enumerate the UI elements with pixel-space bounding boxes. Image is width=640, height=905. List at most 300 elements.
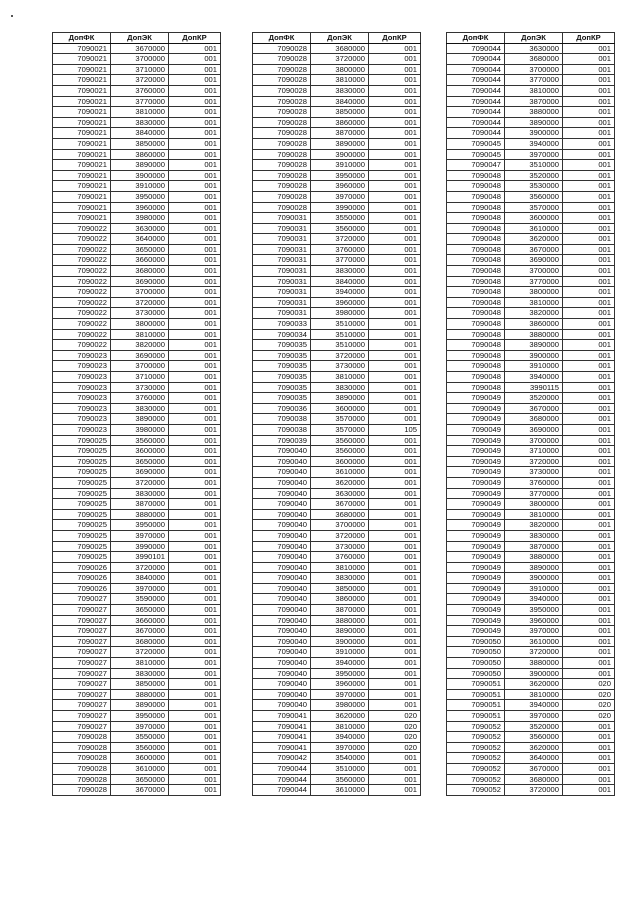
table-row — [253, 149, 421, 160]
cell-dopfk: 7090028 — [253, 128, 311, 139]
cell-dopek: 3830000 — [311, 266, 369, 277]
cell-dopkr: 001 — [169, 64, 221, 75]
cell-dopfk: 7090040 — [253, 488, 311, 499]
cell-dopek: 3700000 — [505, 435, 563, 446]
cell-dopfk: 7090039 — [253, 435, 311, 446]
cell-dopek: 3940000 — [505, 594, 563, 605]
table-row — [253, 636, 421, 647]
cell-dopkr: 001 — [169, 679, 221, 690]
table-row — [253, 181, 421, 192]
cell-dopkr: 001 — [169, 266, 221, 277]
cell-dopek: 3810000 — [311, 372, 369, 383]
table-row — [447, 85, 615, 96]
table-row — [447, 753, 615, 764]
cell-dopkr: 001 — [369, 382, 421, 393]
table-row — [253, 774, 421, 785]
cell-dopfk: 7090021 — [53, 43, 111, 54]
cell-dopek: 3720000 — [311, 54, 369, 65]
cell-dopek: 3900000 — [505, 573, 563, 584]
table-row — [253, 340, 421, 351]
cell-dopfk: 7090026 — [53, 562, 111, 573]
cell-dopkr: 001 — [563, 552, 615, 563]
table-row — [253, 435, 421, 446]
cell-dopfk: 7090049 — [447, 414, 505, 425]
table-row — [53, 763, 221, 774]
cell-dopek: 3670000 — [505, 403, 563, 414]
cell-dopek: 3520000 — [505, 170, 563, 181]
table-row — [253, 477, 421, 488]
cell-dopek: 3810000 — [311, 75, 369, 86]
table-row — [253, 223, 421, 234]
cell-dopfk: 7090025 — [53, 456, 111, 467]
cell-dopkr: 001 — [563, 340, 615, 351]
cell-dopek: 3890000 — [311, 138, 369, 149]
cell-dopkr: 001 — [369, 85, 421, 96]
table-row — [53, 181, 221, 192]
cell-dopek: 3840000 — [311, 276, 369, 287]
cell-dopek: 3910000 — [311, 647, 369, 658]
cell-dopfk: 7090023 — [53, 403, 111, 414]
cell-dopek: 3950000 — [505, 605, 563, 616]
cell-dopek: 3760000 — [311, 552, 369, 563]
cell-dopfk: 7090049 — [447, 456, 505, 467]
cell-dopek: 3970000 — [505, 149, 563, 160]
cell-dopek: 3570000 — [311, 424, 369, 435]
cell-dopkr: 001 — [369, 181, 421, 192]
table-row — [53, 308, 221, 319]
cell-dopfk: 7090028 — [253, 160, 311, 171]
table-row — [253, 530, 421, 541]
cell-dopek: 3970000 — [311, 742, 369, 753]
cell-dopek: 3980000 — [311, 700, 369, 711]
table-row — [53, 785, 221, 796]
cell-dopfk: 7090044 — [447, 43, 505, 54]
table-row — [253, 424, 421, 435]
cell-dopek: 3990115 — [505, 382, 563, 393]
cell-dopfk: 7090049 — [447, 403, 505, 414]
cell-dopkr: 001 — [369, 636, 421, 647]
cell-dopkr: 001 — [563, 499, 615, 510]
cell-dopkr: 001 — [563, 149, 615, 160]
cell-dopek: 3800000 — [111, 319, 169, 330]
cell-dopkr: 001 — [369, 562, 421, 573]
cell-dopfk: 7090026 — [53, 573, 111, 584]
cell-dopfk: 7090022 — [53, 329, 111, 340]
cell-dopek: 3770000 — [505, 75, 563, 86]
cell-dopkr: 001 — [563, 520, 615, 531]
cell-dopkr: 001 — [369, 160, 421, 171]
cell-dopfk: 7090028 — [253, 181, 311, 192]
table-row — [53, 509, 221, 520]
cell-dopfk: 7090040 — [253, 668, 311, 679]
cell-dopek: 3950000 — [311, 170, 369, 181]
table-row — [53, 520, 221, 531]
table-row — [253, 647, 421, 658]
table-row — [53, 615, 221, 626]
cell-dopfk: 7090038 — [253, 414, 311, 425]
table-row — [447, 732, 615, 743]
cell-dopfk: 7090028 — [253, 54, 311, 65]
cell-dopfk: 7090040 — [253, 530, 311, 541]
cell-dopkr: 001 — [169, 372, 221, 383]
cell-dopek: 3530000 — [505, 181, 563, 192]
table-row — [53, 647, 221, 658]
table-row — [447, 213, 615, 224]
cell-dopek: 3670000 — [111, 43, 169, 54]
cell-dopfk: 7090040 — [253, 552, 311, 563]
cell-dopek: 3970000 — [311, 689, 369, 700]
cell-dopfk: 7090028 — [253, 75, 311, 86]
table-row — [53, 350, 221, 361]
cell-dopkr: 001 — [369, 223, 421, 234]
table-row — [447, 138, 615, 149]
cell-dopkr: 001 — [369, 54, 421, 65]
table-row — [53, 43, 221, 54]
table-row — [53, 573, 221, 584]
cell-dopek: 3560000 — [111, 742, 169, 753]
cell-dopkr: 001 — [369, 488, 421, 499]
table-row — [253, 43, 421, 54]
cell-dopfk: 7090022 — [53, 287, 111, 298]
cell-dopek: 3640000 — [111, 234, 169, 245]
cell-dopkr: 001 — [369, 287, 421, 298]
table-row — [253, 138, 421, 149]
cell-dopek: 3900000 — [505, 668, 563, 679]
cell-dopfk: 7090028 — [253, 85, 311, 96]
cell-dopkr: 001 — [169, 711, 221, 722]
cell-dopfk: 7090025 — [53, 446, 111, 457]
table-row — [253, 382, 421, 393]
cell-dopkr: 001 — [169, 403, 221, 414]
cell-dopfk: 7090028 — [253, 107, 311, 118]
cell-dopfk: 7090052 — [447, 763, 505, 774]
table-row — [447, 160, 615, 171]
table-row — [53, 552, 221, 563]
cell-dopkr: 001 — [169, 96, 221, 107]
header-dopkr: ДопКР — [369, 33, 421, 44]
table-row — [447, 605, 615, 616]
cell-dopek: 3640000 — [505, 753, 563, 764]
cell-dopkr: 001 — [563, 785, 615, 796]
cell-dopfk: 7090044 — [447, 117, 505, 128]
cell-dopfk: 7090044 — [447, 85, 505, 96]
cell-dopkr: 001 — [169, 414, 221, 425]
table-row — [447, 446, 615, 457]
cell-dopfk: 7090035 — [253, 382, 311, 393]
table-row — [253, 202, 421, 213]
table-row — [253, 319, 421, 330]
cell-dopfk: 7090041 — [253, 742, 311, 753]
cell-dopek: 3550000 — [111, 732, 169, 743]
cell-dopek: 3970000 — [111, 721, 169, 732]
cell-dopfk: 7090036 — [253, 403, 311, 414]
cell-dopkr: 001 — [169, 456, 221, 467]
cell-dopkr: 001 — [369, 138, 421, 149]
cell-dopek: 3900000 — [505, 128, 563, 139]
cell-dopkr: 001 — [169, 149, 221, 160]
cell-dopkr: 001 — [369, 552, 421, 563]
cell-dopkr: 001 — [169, 689, 221, 700]
table-row — [53, 467, 221, 478]
table-row — [253, 266, 421, 277]
cell-dopek: 3620000 — [505, 742, 563, 753]
cell-dopek: 3810000 — [111, 658, 169, 669]
cell-dopfk: 7090028 — [253, 149, 311, 160]
cell-dopkr: 001 — [369, 319, 421, 330]
cell-dopfk: 7090031 — [253, 308, 311, 319]
table-row — [447, 255, 615, 266]
cell-dopfk: 7090048 — [447, 234, 505, 245]
cell-dopkr: 001 — [563, 753, 615, 764]
cell-dopek: 3510000 — [505, 160, 563, 171]
cell-dopfk: 7090021 — [53, 96, 111, 107]
cell-dopkr: 001 — [563, 583, 615, 594]
cell-dopkr: 001 — [369, 234, 421, 245]
cell-dopfk: 7090023 — [53, 382, 111, 393]
cell-dopkr: 001 — [563, 594, 615, 605]
cell-dopkr: 001 — [169, 350, 221, 361]
cell-dopkr: 001 — [169, 605, 221, 616]
cell-dopfk: 7090041 — [253, 711, 311, 722]
cell-dopkr: 001 — [369, 583, 421, 594]
cell-dopfk: 7090022 — [53, 319, 111, 330]
cell-dopfk: 7090040 — [253, 573, 311, 584]
cell-dopkr: 001 — [369, 202, 421, 213]
cell-dopkr: 001 — [369, 626, 421, 637]
cell-dopkr: 001 — [369, 128, 421, 139]
table-row — [447, 467, 615, 478]
cell-dopfk: 7090021 — [53, 117, 111, 128]
cell-dopfk: 7090021 — [53, 202, 111, 213]
cell-dopkr: 001 — [563, 319, 615, 330]
cell-dopkr: 001 — [169, 626, 221, 637]
cell-dopfk: 7090045 — [447, 149, 505, 160]
cell-dopkr: 001 — [169, 213, 221, 224]
cell-dopkr: 001 — [169, 499, 221, 510]
cell-dopek: 3720000 — [505, 456, 563, 467]
cell-dopfk: 7090048 — [447, 297, 505, 308]
cell-dopek: 3840000 — [111, 573, 169, 584]
cell-dopek: 3880000 — [505, 107, 563, 118]
table-row — [447, 424, 615, 435]
cell-dopfk: 7090051 — [447, 700, 505, 711]
cell-dopkr: 001 — [369, 170, 421, 181]
cell-dopkr: 001 — [563, 287, 615, 298]
cell-dopek: 3820000 — [505, 520, 563, 531]
cell-dopkr: 001 — [169, 181, 221, 192]
cell-dopek: 3960000 — [311, 181, 369, 192]
cell-dopfk: 7090028 — [53, 763, 111, 774]
cell-dopek: 3720000 — [311, 530, 369, 541]
cell-dopkr: 001 — [563, 234, 615, 245]
cell-dopek: 3900000 — [311, 149, 369, 160]
cell-dopfk: 7090028 — [53, 742, 111, 753]
cell-dopfk: 7090049 — [447, 499, 505, 510]
cell-dopkr: 001 — [563, 541, 615, 552]
cell-dopfk: 7090033 — [253, 319, 311, 330]
cell-dopkr: 001 — [563, 128, 615, 139]
cell-dopkr: 001 — [369, 266, 421, 277]
cell-dopkr: 020 — [369, 721, 421, 732]
cell-dopek: 3670000 — [311, 499, 369, 510]
cell-dopek: 3510000 — [311, 763, 369, 774]
cell-dopkr: 020 — [563, 689, 615, 700]
cell-dopkr: 001 — [169, 668, 221, 679]
table-row — [253, 753, 421, 764]
cell-dopkr: 001 — [369, 700, 421, 711]
cell-dopfk: 7090038 — [253, 424, 311, 435]
cell-dopek: 3860000 — [311, 594, 369, 605]
cell-dopkr: 020 — [563, 700, 615, 711]
cell-dopkr: 001 — [169, 202, 221, 213]
cell-dopfk: 7090049 — [447, 530, 505, 541]
cell-dopkr: 001 — [369, 297, 421, 308]
table-row — [447, 679, 615, 690]
cell-dopek: 3720000 — [505, 647, 563, 658]
cell-dopkr: 001 — [563, 403, 615, 414]
cell-dopek: 3820000 — [505, 308, 563, 319]
cell-dopek: 3730000 — [311, 541, 369, 552]
cell-dopfk: 7090044 — [253, 763, 311, 774]
table-row — [253, 107, 421, 118]
cell-dopkr: 001 — [369, 244, 421, 255]
table-row — [253, 191, 421, 202]
cell-dopfk: 7090040 — [253, 626, 311, 637]
cell-dopek: 3620000 — [505, 234, 563, 245]
data-table-right — [446, 32, 615, 796]
table-row — [53, 244, 221, 255]
cell-dopkr: 020 — [563, 711, 615, 722]
cell-dopkr: 001 — [169, 234, 221, 245]
cell-dopek: 3630000 — [311, 488, 369, 499]
cell-dopfk: 7090021 — [53, 149, 111, 160]
table-row — [447, 763, 615, 774]
cell-dopkr: 001 — [563, 414, 615, 425]
cell-dopkr: 001 — [169, 75, 221, 86]
cell-dopek: 3520000 — [505, 721, 563, 732]
cell-dopfk: 7090021 — [53, 128, 111, 139]
table-row — [447, 615, 615, 626]
cell-dopkr: 001 — [369, 530, 421, 541]
cell-dopkr: 001 — [563, 626, 615, 637]
cell-dopfk: 7090044 — [447, 64, 505, 75]
cell-dopfk: 7090025 — [53, 435, 111, 446]
cell-dopkr: 001 — [369, 785, 421, 796]
cell-dopek: 3700000 — [111, 287, 169, 298]
table-row — [53, 128, 221, 139]
cell-dopfk: 7090028 — [253, 64, 311, 75]
cell-dopkr: 001 — [169, 85, 221, 96]
table-row — [53, 117, 221, 128]
cell-dopkr: 001 — [169, 700, 221, 711]
cell-dopkr: 001 — [563, 605, 615, 616]
table-row — [447, 456, 615, 467]
cell-dopfk: 7090028 — [253, 96, 311, 107]
cell-dopkr: 001 — [369, 446, 421, 457]
cell-dopek: 3800000 — [311, 64, 369, 75]
cell-dopkr: 001 — [369, 679, 421, 690]
table-row — [447, 414, 615, 425]
cell-dopfk: 7090022 — [53, 308, 111, 319]
cell-dopfk: 7090048 — [447, 329, 505, 340]
cell-dopfk: 7090040 — [253, 605, 311, 616]
cell-dopkr: 001 — [169, 329, 221, 340]
cell-dopkr: 001 — [169, 732, 221, 743]
cell-dopkr: 001 — [169, 223, 221, 234]
cell-dopkr: 001 — [169, 446, 221, 457]
table-row — [53, 403, 221, 414]
table-row — [447, 107, 615, 118]
cell-dopkr: 001 — [169, 562, 221, 573]
cell-dopfk: 7090022 — [53, 340, 111, 351]
cell-dopkr: 001 — [563, 573, 615, 584]
cell-dopek: 3900000 — [311, 636, 369, 647]
cell-dopfk: 7090022 — [53, 255, 111, 266]
cell-dopkr: 001 — [563, 774, 615, 785]
table-row — [447, 626, 615, 637]
cell-dopkr: 001 — [169, 244, 221, 255]
cell-dopkr: 001 — [369, 403, 421, 414]
cell-dopkr: 001 — [563, 244, 615, 255]
table-row — [447, 329, 615, 340]
cell-dopek: 3770000 — [311, 255, 369, 266]
table-row — [53, 594, 221, 605]
cell-dopek: 3720000 — [111, 647, 169, 658]
cell-dopfk: 7090051 — [447, 711, 505, 722]
cell-dopek: 3720000 — [311, 234, 369, 245]
cell-dopkr: 001 — [169, 287, 221, 298]
cell-dopfk: 7090048 — [447, 255, 505, 266]
cell-dopfk: 7090021 — [53, 107, 111, 118]
cell-dopek: 3800000 — [505, 499, 563, 510]
cell-dopek: 3730000 — [111, 382, 169, 393]
cell-dopek: 3910000 — [505, 583, 563, 594]
table-row — [53, 276, 221, 287]
cell-dopek: 3900000 — [111, 170, 169, 181]
cell-dopek: 3960000 — [505, 615, 563, 626]
cell-dopfk: 7090052 — [447, 742, 505, 753]
cell-dopek: 3700000 — [311, 520, 369, 531]
table-row — [253, 244, 421, 255]
table-row — [253, 170, 421, 181]
cell-dopfk: 7090050 — [447, 647, 505, 658]
cell-dopkr: 001 — [169, 255, 221, 266]
cell-dopek: 3560000 — [311, 435, 369, 446]
cell-dopek: 3650000 — [111, 456, 169, 467]
cell-dopfk: 7090049 — [447, 562, 505, 573]
table-row — [253, 467, 421, 478]
cell-dopfk: 7090040 — [253, 467, 311, 478]
table-row — [53, 721, 221, 732]
cell-dopfk: 7090028 — [253, 117, 311, 128]
cell-dopfk: 7090021 — [53, 160, 111, 171]
cell-dopkr: 001 — [169, 128, 221, 139]
table-row — [253, 54, 421, 65]
table-row — [447, 520, 615, 531]
cell-dopkr: 001 — [563, 181, 615, 192]
cell-dopek: 3860000 — [111, 149, 169, 160]
cell-dopfk: 7090027 — [53, 626, 111, 637]
table-row — [53, 160, 221, 171]
table-row — [53, 626, 221, 637]
cell-dopek: 3650000 — [111, 774, 169, 785]
cell-dopkr: 001 — [369, 107, 421, 118]
table-row — [447, 562, 615, 573]
cell-dopkr: 001 — [169, 530, 221, 541]
cell-dopfk: 7090049 — [447, 594, 505, 605]
cell-dopfk: 7090022 — [53, 266, 111, 277]
cell-dopfk: 7090031 — [253, 276, 311, 287]
